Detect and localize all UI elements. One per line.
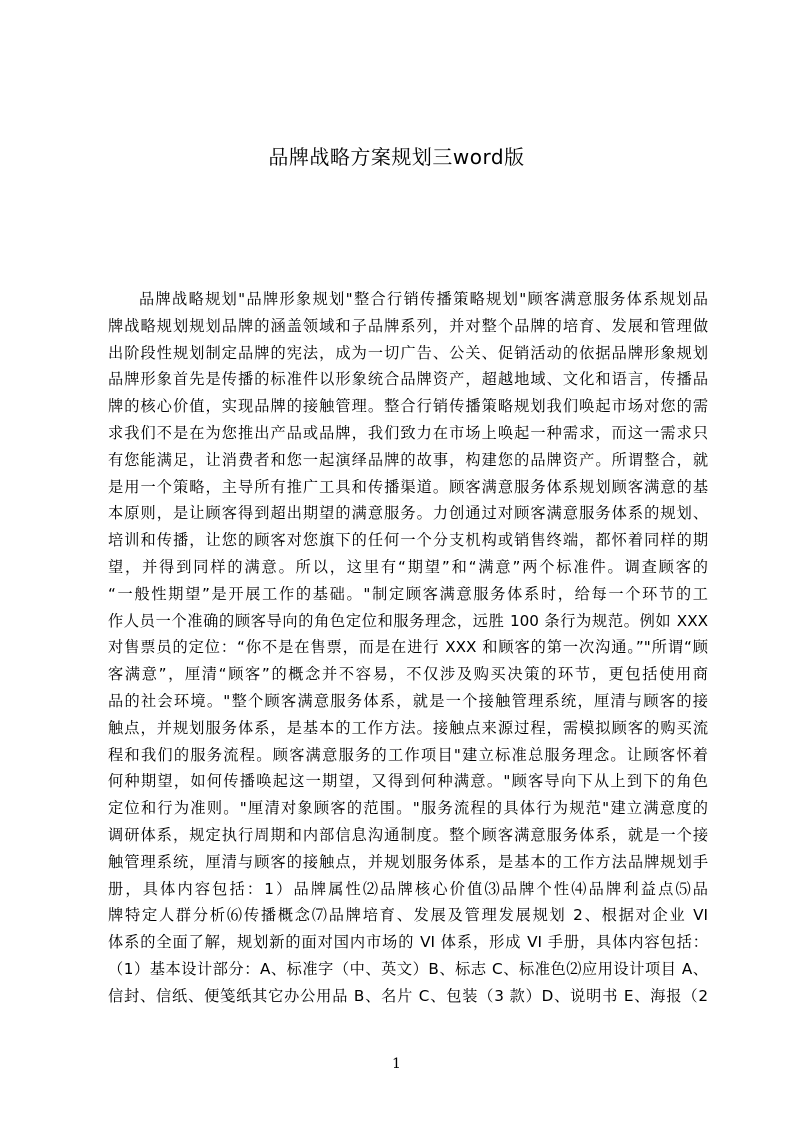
paragraph-line: 望，并得到同样的满意。所以，这里有“期望”和“满意”两个标准件。调查顾客的: [108, 557, 708, 576]
paragraph-line: 出阶段性规划制定品牌的宪法，成为一切广告、公关、促销活动的依据品牌形象规划: [108, 343, 708, 362]
paragraph-line: 作人员一个准确的顾客导向的角色定位和服务理念，远胜 100 条行为规范。例如 XXX: [108, 611, 708, 630]
paragraph-line: （1）基本设计部分：A、标准字（中、英文）B、标志 C、标准色⑵应用设计项目 A、: [108, 959, 708, 978]
paragraph-line: 何种期望，如何传播唤起这一期望，又得到何种满意。"顾客导向下从上到下的角色: [108, 772, 708, 791]
paragraph-line: 触点，并规划服务体系，是基本的工作方法。接触点来源过程，需模拟顾客的购买流: [108, 718, 708, 737]
paragraph-line: “一般性期望”是开展工作的基础。"制定顾客满意服务体系时，给每一个环节的工: [108, 584, 708, 603]
paragraph-line: 品的社会环境。"整个顾客满意服务体系，就是一个接触管理系统，厘清与顾客的接: [108, 691, 708, 710]
paragraph-line: 品牌形象首先是传播的标准件以形象统合品牌资产，超越地域、文化和语言，传播品: [108, 370, 708, 389]
paragraph-line: 定位和行为准则。"厘清对象顾客的范围。"服务流程的具体行为规范"建立满意度的: [108, 799, 708, 818]
page-number: 1: [392, 1056, 401, 1072]
paragraph-line: 册，具体内容包括：1）品牌属性⑵品牌核心价值⑶品牌个性⑷品牌利益点⑸品: [108, 879, 708, 898]
paragraph-line: 品牌战略规划"品牌形象规划"整合行销传播策略规划"顾客满意服务体系规划品: [139, 290, 708, 308]
paragraph-line: 触管理系统，厘清与顾客的接触点，并规划服务体系，是基本的工作方法品牌规划手: [108, 852, 708, 871]
paragraph-line: 培训和传播，让您的顾客对您旗下的任何一个分支机构或销售终端，都怀着同样的期: [108, 531, 708, 550]
paragraph-line: 信封、信纸、便笺纸其它办公用品 B、名片 C、包装（3 款）D、说明书 E、海报（2: [108, 986, 708, 1005]
paragraph-line: 调研体系，规定执行周期和内部信息沟通制度。整个顾客满意服务体系，就是一个接: [108, 825, 708, 844]
paragraph-line: 牌战略规划规划品牌的涵盖领域和子品牌系列，并对整个品牌的培育、发展和管理做: [108, 316, 708, 335]
paragraph-line: 本原则，是让顾客得到超出期望的满意服务。力创通过对顾客满意服务体系的规划、: [108, 504, 708, 523]
paragraph-line: 客满意”，厘清“顾客”的概念并不容易，不仅涉及购买决策的环节，更包括使用商: [108, 665, 708, 684]
paragraph-line: 有您能满足，让消费者和您一起演绎品牌的故事，构建您的品牌资产。所谓整合，就: [108, 450, 708, 469]
body-paragraph: [108, 286, 708, 1010]
paragraph-line: 求我们不是在为您推出产品或品牌，我们致力在市场上唤起一种需求，而这一需求只: [108, 423, 708, 442]
document-title: 品牌战略方案规划三word版: [268, 145, 525, 169]
paragraph-line: 是用一个策略，主导所有推广工具和传播渠道。顾客满意服务体系规划顾客满意的基: [108, 477, 708, 496]
paragraph-line: 对售票员的定位：“你不是在售票，而是在进行 XXX 和顾客的第一次沟通。”"所谓“顾: [108, 638, 708, 657]
paragraph-line: 牌的核心价值，实现品牌的接触管理。整合行销传播策略规划我们唤起市场对您的需: [108, 397, 708, 416]
paragraph-line: 牌特定人群分析⑹传播概念⑺品牌培育、发展及管理发展规划 2、根据对企业 VI: [108, 906, 708, 925]
paragraph-line: 体系的全面了解，规划新的面对国内市场的 VI 体系，形成 VI 手册，具体内容包括：: [108, 933, 708, 952]
paragraph-line: 程和我们的服务流程。顾客满意服务的工作项目"建立标准总服务理念。让顾客怀着: [108, 745, 708, 764]
